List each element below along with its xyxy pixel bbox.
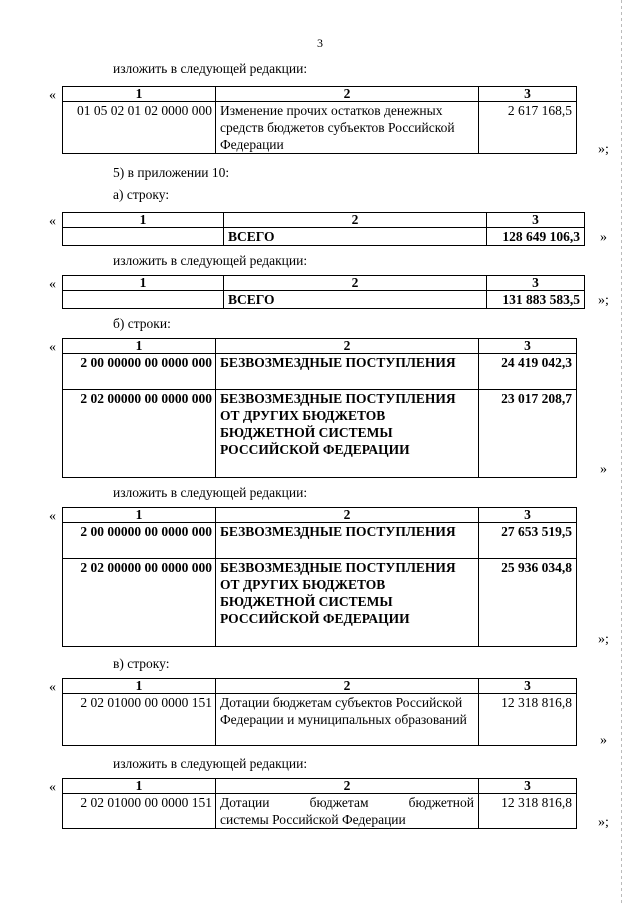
row-name bbox=[216, 794, 479, 829]
col-header-3: 3 bbox=[487, 276, 585, 291]
open-quote: « bbox=[49, 680, 56, 695]
table-1 bbox=[62, 86, 577, 154]
table-4 bbox=[62, 338, 577, 478]
col-header-2: 2 bbox=[216, 87, 479, 102]
col-header-1: 1 bbox=[63, 679, 216, 694]
paragraph-item-a: а) строку: bbox=[113, 187, 170, 202]
paragraph-intro-1: изложить в следующей редакции: bbox=[113, 61, 308, 76]
row-value: 12 318 816,8 bbox=[479, 694, 577, 746]
col-header-2: 2 bbox=[216, 779, 479, 794]
close-quote: » bbox=[600, 462, 607, 477]
row-name: БЕЗВОЗМЕЗДНЫЕ ПОСТУПЛЕНИЯ bbox=[216, 354, 479, 390]
row-value: 27 653 519,5 bbox=[479, 523, 577, 559]
table-3 bbox=[62, 275, 585, 309]
col-header-1: 1 bbox=[63, 508, 216, 523]
page-edge-line bbox=[621, 0, 622, 905]
col-header-1: 1 bbox=[63, 339, 216, 354]
close-quote: » bbox=[600, 733, 607, 748]
open-quote: « bbox=[49, 509, 56, 524]
row-code: 2 02 01000 00 0000 151 bbox=[63, 794, 216, 829]
close-quote: » bbox=[600, 230, 607, 245]
paragraph-item-b: б) строки: bbox=[113, 316, 171, 331]
open-quote: « bbox=[49, 780, 56, 795]
row-code: 2 02 00000 00 0000 000 bbox=[63, 390, 216, 478]
row-value: 2 617 168,5 bbox=[479, 102, 577, 154]
col-header-1: 1 bbox=[63, 276, 224, 291]
page-number: 3 bbox=[317, 36, 323, 50]
row-name: БЕЗВОЗМЕЗДНЫЕ ПОСТУПЛЕНИЯ ОТ ДРУГИХ БЮДЖЕТОВ БЮДЖЕТНОЙ СИСТЕМЫ РОССИЙСКОЙ ФЕДЕРАЦИИ bbox=[216, 390, 479, 478]
close-quote: »; bbox=[598, 142, 609, 157]
row-code: 2 00 00000 00 0000 000 bbox=[63, 354, 216, 390]
paragraph-item-v: в) строку: bbox=[113, 656, 170, 671]
row-code: 01 05 02 01 02 0000 000 bbox=[63, 102, 216, 154]
col-header-1: 1 bbox=[63, 779, 216, 794]
col-header-2: 2 bbox=[216, 508, 479, 523]
col-header-3: 3 bbox=[479, 87, 577, 102]
table-2 bbox=[62, 212, 585, 246]
paragraph-intro-4: изложить в следующей редакции: bbox=[113, 756, 308, 771]
col-header-1: 1 bbox=[63, 87, 216, 102]
table-5 bbox=[62, 507, 577, 647]
row-name-line-1: Дотации бюджетам бюджетной bbox=[220, 795, 474, 810]
table-7 bbox=[62, 778, 577, 829]
close-quote: »; bbox=[598, 632, 609, 647]
col-header-3: 3 bbox=[487, 213, 585, 228]
total-label: ВСЕГО bbox=[224, 291, 487, 309]
close-quote: »; bbox=[598, 815, 609, 830]
row-value: 12 318 816,8 bbox=[479, 794, 577, 829]
row-code: 2 02 00000 00 0000 000 bbox=[63, 559, 216, 647]
row-name-line-2: системы Российской Федерации bbox=[220, 812, 406, 827]
open-quote: « bbox=[49, 88, 56, 103]
row-value: 23 017 208,7 bbox=[479, 390, 577, 478]
col-header-3: 3 bbox=[479, 779, 577, 794]
table-6 bbox=[62, 678, 577, 746]
row-name: Изменение прочих остатков денежных средств бюджетов субъектов Российской Федерации bbox=[216, 102, 479, 154]
col-header-1: 1 bbox=[63, 213, 224, 228]
col-header-2: 2 bbox=[224, 276, 487, 291]
paragraph-item-5: 5) в приложении 10: bbox=[113, 165, 230, 180]
close-quote: »; bbox=[598, 293, 609, 308]
row-name: Дотации бюджетам субъектов Российской Федерации и муниципальных образований bbox=[216, 694, 479, 746]
col-header-2: 2 bbox=[216, 679, 479, 694]
col-header-3: 3 bbox=[479, 508, 577, 523]
total-value: 131 883 583,5 bbox=[487, 291, 585, 309]
col-header-3: 3 bbox=[479, 679, 577, 694]
total-label: ВСЕГО bbox=[224, 228, 487, 246]
row-value: 25 936 034,8 bbox=[479, 559, 577, 647]
row-name: БЕЗВОЗМЕЗДНЫЕ ПОСТУПЛЕНИЯ ОТ ДРУГИХ БЮДЖЕТОВ БЮДЖЕТНОЙ СИСТЕМЫ РОССИЙСКОЙ ФЕДЕРАЦИИ bbox=[216, 559, 479, 647]
paragraph-intro-3: изложить в следующей редакции: bbox=[113, 485, 308, 500]
col-header-2: 2 bbox=[216, 339, 479, 354]
row-value: 24 419 042,3 bbox=[479, 354, 577, 390]
row-code: 2 00 00000 00 0000 000 bbox=[63, 523, 216, 559]
total-value: 128 649 106,3 bbox=[487, 228, 585, 246]
open-quote: « bbox=[49, 214, 56, 229]
open-quote: « bbox=[49, 340, 56, 355]
row-code: 2 02 01000 00 0000 151 bbox=[63, 694, 216, 746]
open-quote: « bbox=[49, 277, 56, 292]
row-name: БЕЗВОЗМЕЗДНЫЕ ПОСТУПЛЕНИЯ bbox=[216, 523, 479, 559]
col-header-2: 2 bbox=[224, 213, 487, 228]
col-header-3: 3 bbox=[479, 339, 577, 354]
paragraph-intro-2: изложить в следующей редакции: bbox=[113, 253, 308, 268]
